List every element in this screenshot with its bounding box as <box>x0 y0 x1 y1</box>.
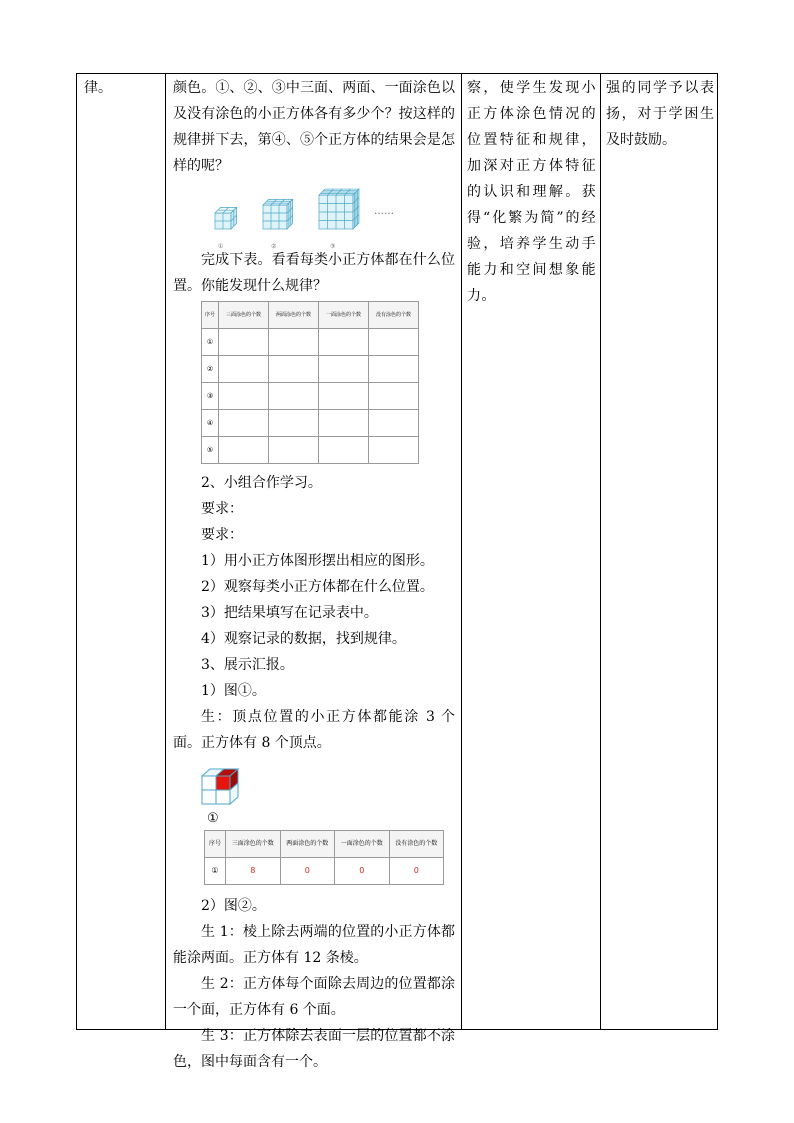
continuation-dots: …… <box>374 206 394 217</box>
student-answer-vertex: 生：顶点位置的小正方体都能涂 3 个面。正方体有 8 个顶点。 <box>173 709 455 751</box>
step-line: 3）把结果填写在记录表中。 <box>201 605 378 621</box>
table-row <box>202 437 419 464</box>
lesson-table <box>76 73 718 1070</box>
table-row <box>202 329 419 356</box>
table-header-cell: 没有涂色的个数 <box>369 302 419 329</box>
table-row <box>202 383 419 410</box>
cube-drawings <box>173 183 455 247</box>
grid-cube-2 <box>263 199 293 229</box>
cube-label-1: ① <box>218 243 224 250</box>
table-header-row <box>205 831 444 858</box>
count-cell: 0 <box>335 858 390 885</box>
table-header-cell: 三面涂色的个数 <box>219 302 269 329</box>
table-header-cell: 序号 <box>202 302 219 329</box>
row-number: ① <box>205 858 226 885</box>
row-number: ④ <box>202 410 219 437</box>
student-answer-2: 生 2：正方体每个面除去周边的位置都涂一个面，正方体有 6 个面。 <box>173 976 455 1018</box>
student-answer-3: 生 3：正方体除去表面一层的位置都不涂色，图中每面含有一个。 <box>173 1028 455 1070</box>
figure-1-label: ① <box>207 811 219 826</box>
row-number: ② <box>202 356 219 383</box>
cube-label-2: ② <box>271 243 277 250</box>
goal-column <box>77 74 165 101</box>
cube-sequence-figure <box>173 183 455 250</box>
red-corner-cube <box>216 776 230 790</box>
evaluation-text: 强的同学予以表扬，对于学困生及时鼓励。 <box>606 80 714 148</box>
table-header-cell: 一面涂色的个数 <box>335 831 390 858</box>
evaluation-column <box>600 74 718 153</box>
row-number: ③ <box>202 383 219 410</box>
figure-1-cube-drawing <box>201 766 261 808</box>
record-table-blank <box>201 301 419 464</box>
step-line: 2、小组合作学习。 <box>201 475 322 491</box>
table-row <box>202 356 419 383</box>
table-row <box>202 410 419 437</box>
figure-1 <box>201 766 455 824</box>
student-answer-1: 生 1：棱上除去两端的位置的小正方体都能涂两面。正方体有 12 条棱。 <box>173 924 455 966</box>
table-header-cell: 两面涂色的个数 <box>280 831 335 858</box>
table-prompt: 完成下表。看看每类小正方体都在什么位置。你能发现什么规律？ <box>173 252 455 294</box>
goal-text: 律。 <box>84 80 112 96</box>
intent-text: 察，使学生发现小正方体涂色情况的位置特征和规律，加深对正方体特征的认识和理解。获得“化繁为简”的经验，培养学生动手能力和空间想象能力。 <box>467 80 596 304</box>
row-number: ⑤ <box>202 437 219 464</box>
table-header-cell: 序号 <box>205 831 226 858</box>
step-line: 1）用小正方体图形摆出相应的图形。 <box>201 553 434 569</box>
table-header-cell: 三面涂色的个数 <box>226 831 281 858</box>
table-row <box>205 858 444 885</box>
count-cell: 0 <box>280 858 335 885</box>
intent-column <box>461 74 600 309</box>
table-header-row <box>202 302 419 329</box>
cube-label-3: ③ <box>330 243 336 250</box>
step-line: 要求： <box>201 501 243 517</box>
activity-column <box>165 74 461 1075</box>
table-header-cell: 两面涂色的个数 <box>269 302 319 329</box>
row-number: ① <box>202 329 219 356</box>
step-line: 要求： <box>201 527 243 543</box>
intro-paragraph: 颜色。①、②、③中三面、两面、一面涂色以及没有涂色的小正方体各有多少个？按这样的规律拼下去，第④、⑤个正方体的结果会是怎样的呢？ <box>173 80 455 174</box>
count-cell: 0 <box>389 858 444 885</box>
grid-cube-3 <box>319 189 359 229</box>
column-divider <box>600 74 601 1029</box>
table-header-cell: 没有涂色的个数 <box>389 831 444 858</box>
step-line: 3、展示汇报。 <box>201 657 294 673</box>
step-line: 4）观察记录的数据，找到规律。 <box>201 631 406 647</box>
count-cell: 8 <box>226 858 281 885</box>
table-header-cell: 一面涂色的个数 <box>319 302 369 329</box>
record-table-filled <box>204 830 444 885</box>
step-line: 1）图①。 <box>201 683 266 699</box>
step-line: 2）观察每类小正方体都在什么位置。 <box>201 579 434 595</box>
figure-2-title: 2）图②。 <box>201 898 266 914</box>
grid-cube-1 <box>215 207 237 229</box>
